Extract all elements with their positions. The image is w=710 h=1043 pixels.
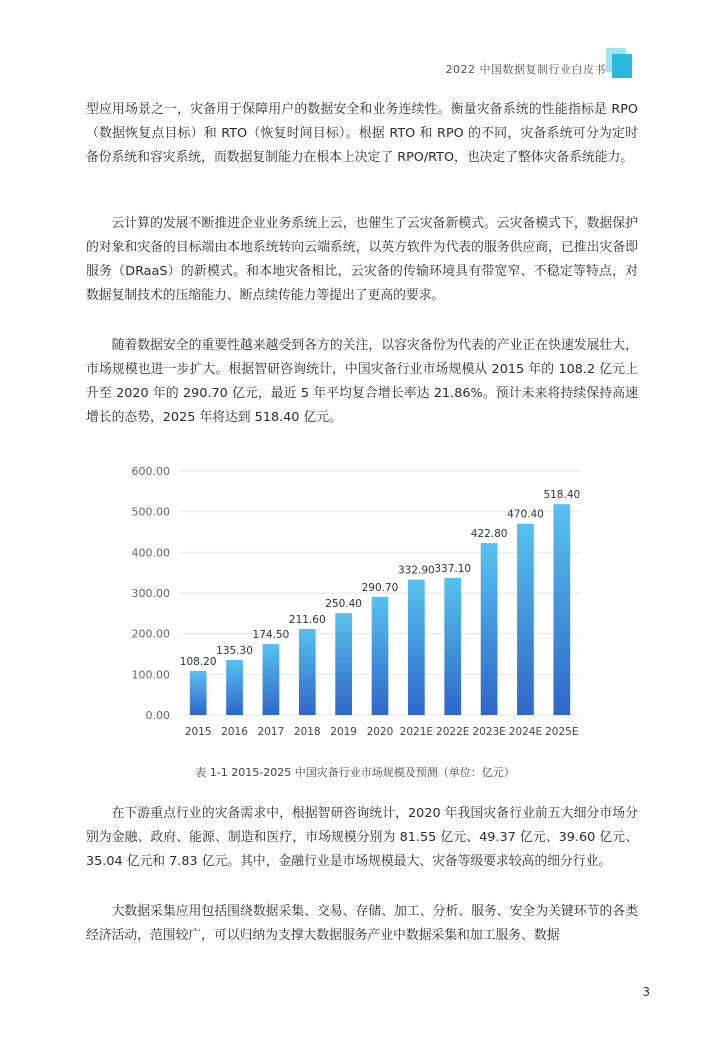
y-tick-label: 600.00 — [131, 465, 170, 478]
x-tick-label: 2018 — [293, 726, 321, 738]
bar-2018 — [299, 629, 316, 715]
logo-icon — [606, 48, 632, 78]
page-number: 3 — [642, 985, 650, 999]
chart-caption: 表 1-1 2015-2025 中国灾备行业市场规模及预测（单位：亿元） — [195, 766, 515, 779]
bar-2024E — [517, 524, 534, 715]
bar-2020 — [372, 597, 389, 715]
x-tick-label: 2015 — [184, 726, 212, 738]
data-label: 337.10 — [434, 562, 472, 575]
y-tick-label: 500.00 — [131, 505, 170, 519]
x-tick-label: 2023E — [472, 726, 506, 738]
x-tick-label: 2020 — [366, 726, 394, 738]
chart-svg — [120, 455, 590, 755]
y-tick-label: 0.00 — [145, 709, 170, 722]
x-tick-label: 2022E — [436, 726, 470, 738]
market-size-bar-chart — [120, 455, 590, 755]
body-paragraph: 云计算的发展不断推进企业业务系统上云，也催生了云灾备新模式。云灾备模式下，数据保护的对象和灾备的目标端由本地系统转向云端系统，以英方软件为代表的服务供应商，已推出灾备即服务（DRaaS）的新模式。和本地灾备相比，云灾备的传输环境具有带宽窄、不稳定等特点，对数据复制技术的压缩能力、断点续传能力等提出了更高的要求。 — [86, 216, 638, 303]
x-tick-label: 2024E — [508, 726, 543, 738]
y-tick-label: 400.00 — [131, 546, 170, 560]
x-tick-label: 2019 — [330, 726, 358, 738]
x-tick-label: 2025E — [545, 726, 579, 738]
data-label: 470.40 — [507, 508, 544, 521]
bar-2017 — [263, 644, 280, 715]
data-label: 518.40 — [543, 489, 581, 502]
data-label: 211.60 — [288, 613, 326, 626]
body-paragraph: 大数据采集应用包括围绕数据采集、交易、存储、加工、分析、服务、安全为关键环节的各类经济活动，范围较广，可以归纳为支撑大数据服务产业中数据采集和加工服务、数据 — [86, 904, 638, 943]
data-label: 290.70 — [361, 581, 399, 594]
y-tick-label: 200.00 — [131, 627, 170, 641]
bar-2019 — [335, 613, 352, 715]
data-label: 332.90 — [397, 564, 435, 577]
y-tick-label: 300.00 — [131, 587, 170, 600]
document-title: 2022 中国数据复制行业白皮书 — [445, 63, 606, 76]
bar-2015 — [190, 671, 207, 715]
data-label: 108.20 — [179, 655, 217, 668]
data-label: 422.80 — [470, 528, 508, 541]
data-label: 135.30 — [216, 644, 253, 657]
body-paragraph: 随着数据安全的重要性越来越受到各方的关注，以容灾备份为代表的产业正在快速发展壮大，市场规模也进一步扩大。根据智研咨询统计，中国灾备行业市场规模从 2015 年的 108.2 亿元上升至 2020 年的 290.70 亿元，最近 5 年平均复合增长率达 21.86%。预计未来将持续保持高速增长的态势，2025 年将达到 518.40 亿元。 — [86, 338, 638, 425]
y-tick-label: 100.00 — [131, 668, 170, 682]
bar-2025E — [553, 504, 570, 715]
data-label: 174.50 — [252, 629, 290, 642]
bar-2022E — [444, 578, 461, 715]
x-tick-label: 2021E — [399, 726, 434, 738]
body-paragraph: 型应用场景之一，灾备用于保障用户的数据安全和业务连续性。衡量灾备系统的性能指标是 RPO（数据恢复点目标）和 RTO（恢复时间目标）。根据 RTO 和 RPO 的不同，灾备系统可分为定时备份系统和容灾系统，而数据复制能力在根本上决定了 RPO/RTO，也决定了整体灾备系统能力。 — [86, 102, 638, 165]
data-label: 250.40 — [325, 598, 363, 611]
x-tick-label: 2017 — [257, 726, 285, 738]
x-tick-label: 2016 — [221, 726, 248, 738]
bar-2016 — [226, 660, 243, 715]
body-paragraph: 在下游重点行业的灾备需求中，根据智研咨询统计，2020 年我国灾备行业前五大细分市场分别为金融、政府、能源、制造和医疗，市场规模分别为 81.55 亿元、49.37 亿元、39.60 亿元、35.04 亿元和 7.83 亿元。其中，金融行业是市场规模最大、灾备等级要求较高的细分行业。 — [86, 806, 638, 869]
bar-2021E — [408, 580, 425, 715]
bar-2023E — [481, 543, 498, 715]
